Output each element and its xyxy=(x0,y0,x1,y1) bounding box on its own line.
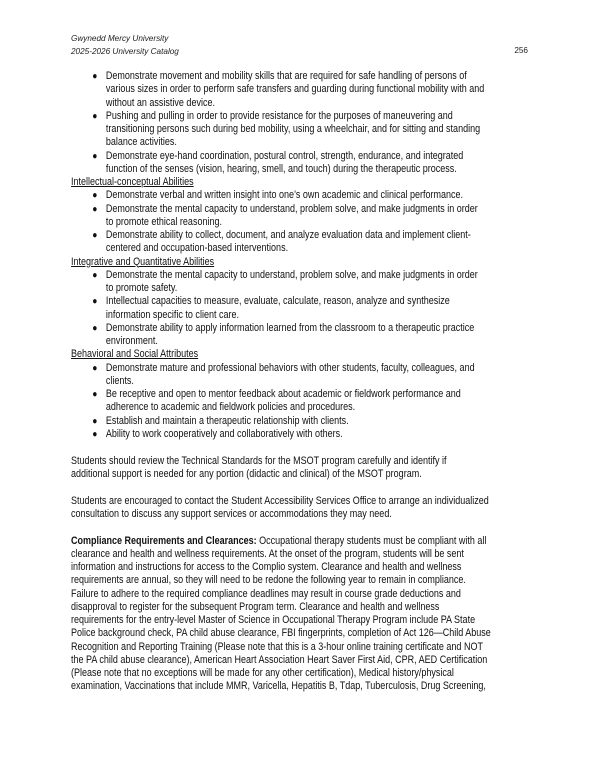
section-heading: Intellectual-conceptual Abilities xyxy=(71,176,194,188)
list-item xyxy=(71,322,547,349)
list-item-line: Demonstrate mature and professional behaviors with other students, faculty, colleagues, and xyxy=(105,361,475,374)
compliance-paragraph xyxy=(71,535,547,694)
list-item-line: Ability to work cooperatively and collaboratively with others. xyxy=(105,427,343,440)
paragraph-line: Students are encouraged to contact the Student Accessibility Services Office to arrange an individualized xyxy=(71,494,489,507)
list-item xyxy=(71,110,547,150)
paragraph xyxy=(71,495,547,522)
bullet-list xyxy=(71,362,547,442)
paragraph-line: the PA child abuse clearance), American Heart Association Heart Saver First Aid, CPR, AED Certification xyxy=(71,653,488,666)
list-item xyxy=(71,189,547,202)
paragraph-lead: Compliance Requirements and Clearances: xyxy=(71,534,257,547)
list-item-line: function of the senses (vision, hearing, smell, and touch) during the therapeutic process. xyxy=(105,162,457,175)
bullet-icon: ● xyxy=(92,269,98,281)
list-item-line: Demonstrate ability to apply information learned from the classroom to a therapeutic practice xyxy=(105,321,475,334)
list-item-line: Demonstrate movement and mobility skills that are required for safe handling of persons of xyxy=(105,70,467,82)
bullet-icon: ● xyxy=(92,389,98,400)
list-item xyxy=(71,388,547,415)
page-number: 256 xyxy=(514,46,528,55)
list-item xyxy=(71,229,547,256)
list-item xyxy=(71,362,547,389)
paragraph-line: additional support is needed for any portion (didactic and clinical) of the MSOT program. xyxy=(71,467,422,480)
list-item-line: Intellectual capacities to measure, evaluate, calculate, reason, analyze and synthesize xyxy=(105,295,450,308)
paragraph-line: Students should review the Technical Standards for the MSOT program carefully and identify if xyxy=(71,454,447,467)
list-item xyxy=(71,415,547,428)
bullet-icon: ● xyxy=(92,230,98,241)
paragraph-line: requirements for the entry-level Master of Science in Occupational Therapy Program include PA State xyxy=(71,614,476,626)
paragraph-line: requirements are annual, so they will need to be redone the following year to remain in compliance. xyxy=(71,574,466,587)
list-item-line: centered and occupation-based interventions. xyxy=(105,242,289,255)
list-item-line: adherence to academic and fieldwork policies and procedures. xyxy=(105,401,356,414)
list-item xyxy=(71,269,547,296)
paragraph-line: information and instructions for access to the Complio system. Clearance and health and wellness xyxy=(71,561,462,573)
list-item-line: transitioning persons such during bed mobility, using a wheelchair, and for sitting and standing xyxy=(105,123,481,135)
list-item xyxy=(71,150,547,177)
list-item-line: without an assistive device. xyxy=(105,96,215,109)
university-name: Gwynedd Mercy University xyxy=(71,34,169,43)
list-item-line: Demonstrate verbal and written insight into one’s own academic and clinical performance. xyxy=(105,189,464,202)
paragraph-line: disapproval to register for the subsequent Program term. Clearance and health and wellness xyxy=(71,600,440,613)
list-item-line: to promote ethical reasoning. xyxy=(105,215,222,228)
bullet-icon: ● xyxy=(92,296,98,308)
list-item-line: Demonstrate ability to collect, document, and analyze evaluation data and implement client- xyxy=(105,229,471,241)
list-item-line: environment. xyxy=(105,335,158,347)
bullet-list xyxy=(71,269,547,349)
paragraph-line xyxy=(71,535,547,548)
paragraph-text: Occupational therapy students must be compliant with all xyxy=(256,534,487,547)
bullet-icon: ● xyxy=(92,203,98,215)
bullet-icon: ● xyxy=(92,428,98,440)
list-item-line: balance activities. xyxy=(105,136,177,149)
paragraph-line: (Please note that no exceptions will be made for any other certification), Medical history/physical xyxy=(71,667,454,679)
list-item-line: Demonstrate the mental capacity to understand, problem solve, and make judgments in order xyxy=(105,268,478,281)
list-item xyxy=(71,203,547,230)
paragraph-line: Failure to adhere to the required compliance deadlines may result in course grade deductions and xyxy=(71,587,461,600)
list-item-line: Demonstrate the mental capacity to understand, problem solve, and make judgments in order xyxy=(105,202,478,215)
paragraph-line: Police background check, PA child abuse clearance, FBI fingerprints, completion of Act 126—Child Abuse xyxy=(71,627,491,640)
bullet-icon: ● xyxy=(92,190,98,202)
bullet-icon: ● xyxy=(92,71,98,82)
bullet-icon: ● xyxy=(92,322,98,334)
bullet-icon: ● xyxy=(92,362,98,374)
bullet-icon: ● xyxy=(92,110,98,122)
list-item-line: information specific to client care. xyxy=(105,308,239,321)
paragraph-line: consultation to discuss any support services or accommodations they may need. xyxy=(71,507,392,520)
list-item xyxy=(71,70,547,110)
list-item xyxy=(71,295,547,322)
paragraph-line: clearance and health and wellness requirements. At the onset of the program, students will be sent xyxy=(71,547,464,560)
list-item xyxy=(71,428,547,441)
paragraph-line: examination, Vaccinations that include MMR, Varicella, Hepatitis B, Tdap, Tuberculosis, Drug Screening, xyxy=(71,680,486,693)
page-body xyxy=(71,70,547,694)
list-item-line: clients. xyxy=(105,374,134,387)
section-heading: Behavioral and Social Attributes xyxy=(71,348,199,361)
list-item-line: Be receptive and open to mentor feedback about academic or fieldwork performance and xyxy=(105,388,461,400)
bullet-list xyxy=(71,189,547,255)
paragraph xyxy=(71,455,547,482)
list-item-line: to promote safety. xyxy=(105,282,178,294)
list-item-line: various sizes in order to perform safe transfers and guarding during functional mobility with and xyxy=(105,83,485,96)
running-header xyxy=(71,33,179,58)
bullet-icon: ● xyxy=(92,415,98,427)
list-item-line: Pushing and pulling in order to provide resistance for the purposes of maneuvering and xyxy=(105,109,453,122)
catalog-title: 2025-2026 University Catalog xyxy=(71,46,179,56)
bullet-list xyxy=(71,70,547,176)
list-item-line: Demonstrate eye-hand coordination, postural control, strength, endurance, and integrated xyxy=(105,149,464,162)
list-item-line: Establish and maintain a therapeutic relationship with clients. xyxy=(105,414,349,427)
paragraph-line: Recognition and Reporting Training (Please note that this is a 3-hour online training certificate and NOT xyxy=(71,640,483,653)
bullet-icon: ● xyxy=(92,150,98,162)
section-heading: Integrative and Quantitative Abilities xyxy=(71,255,215,268)
